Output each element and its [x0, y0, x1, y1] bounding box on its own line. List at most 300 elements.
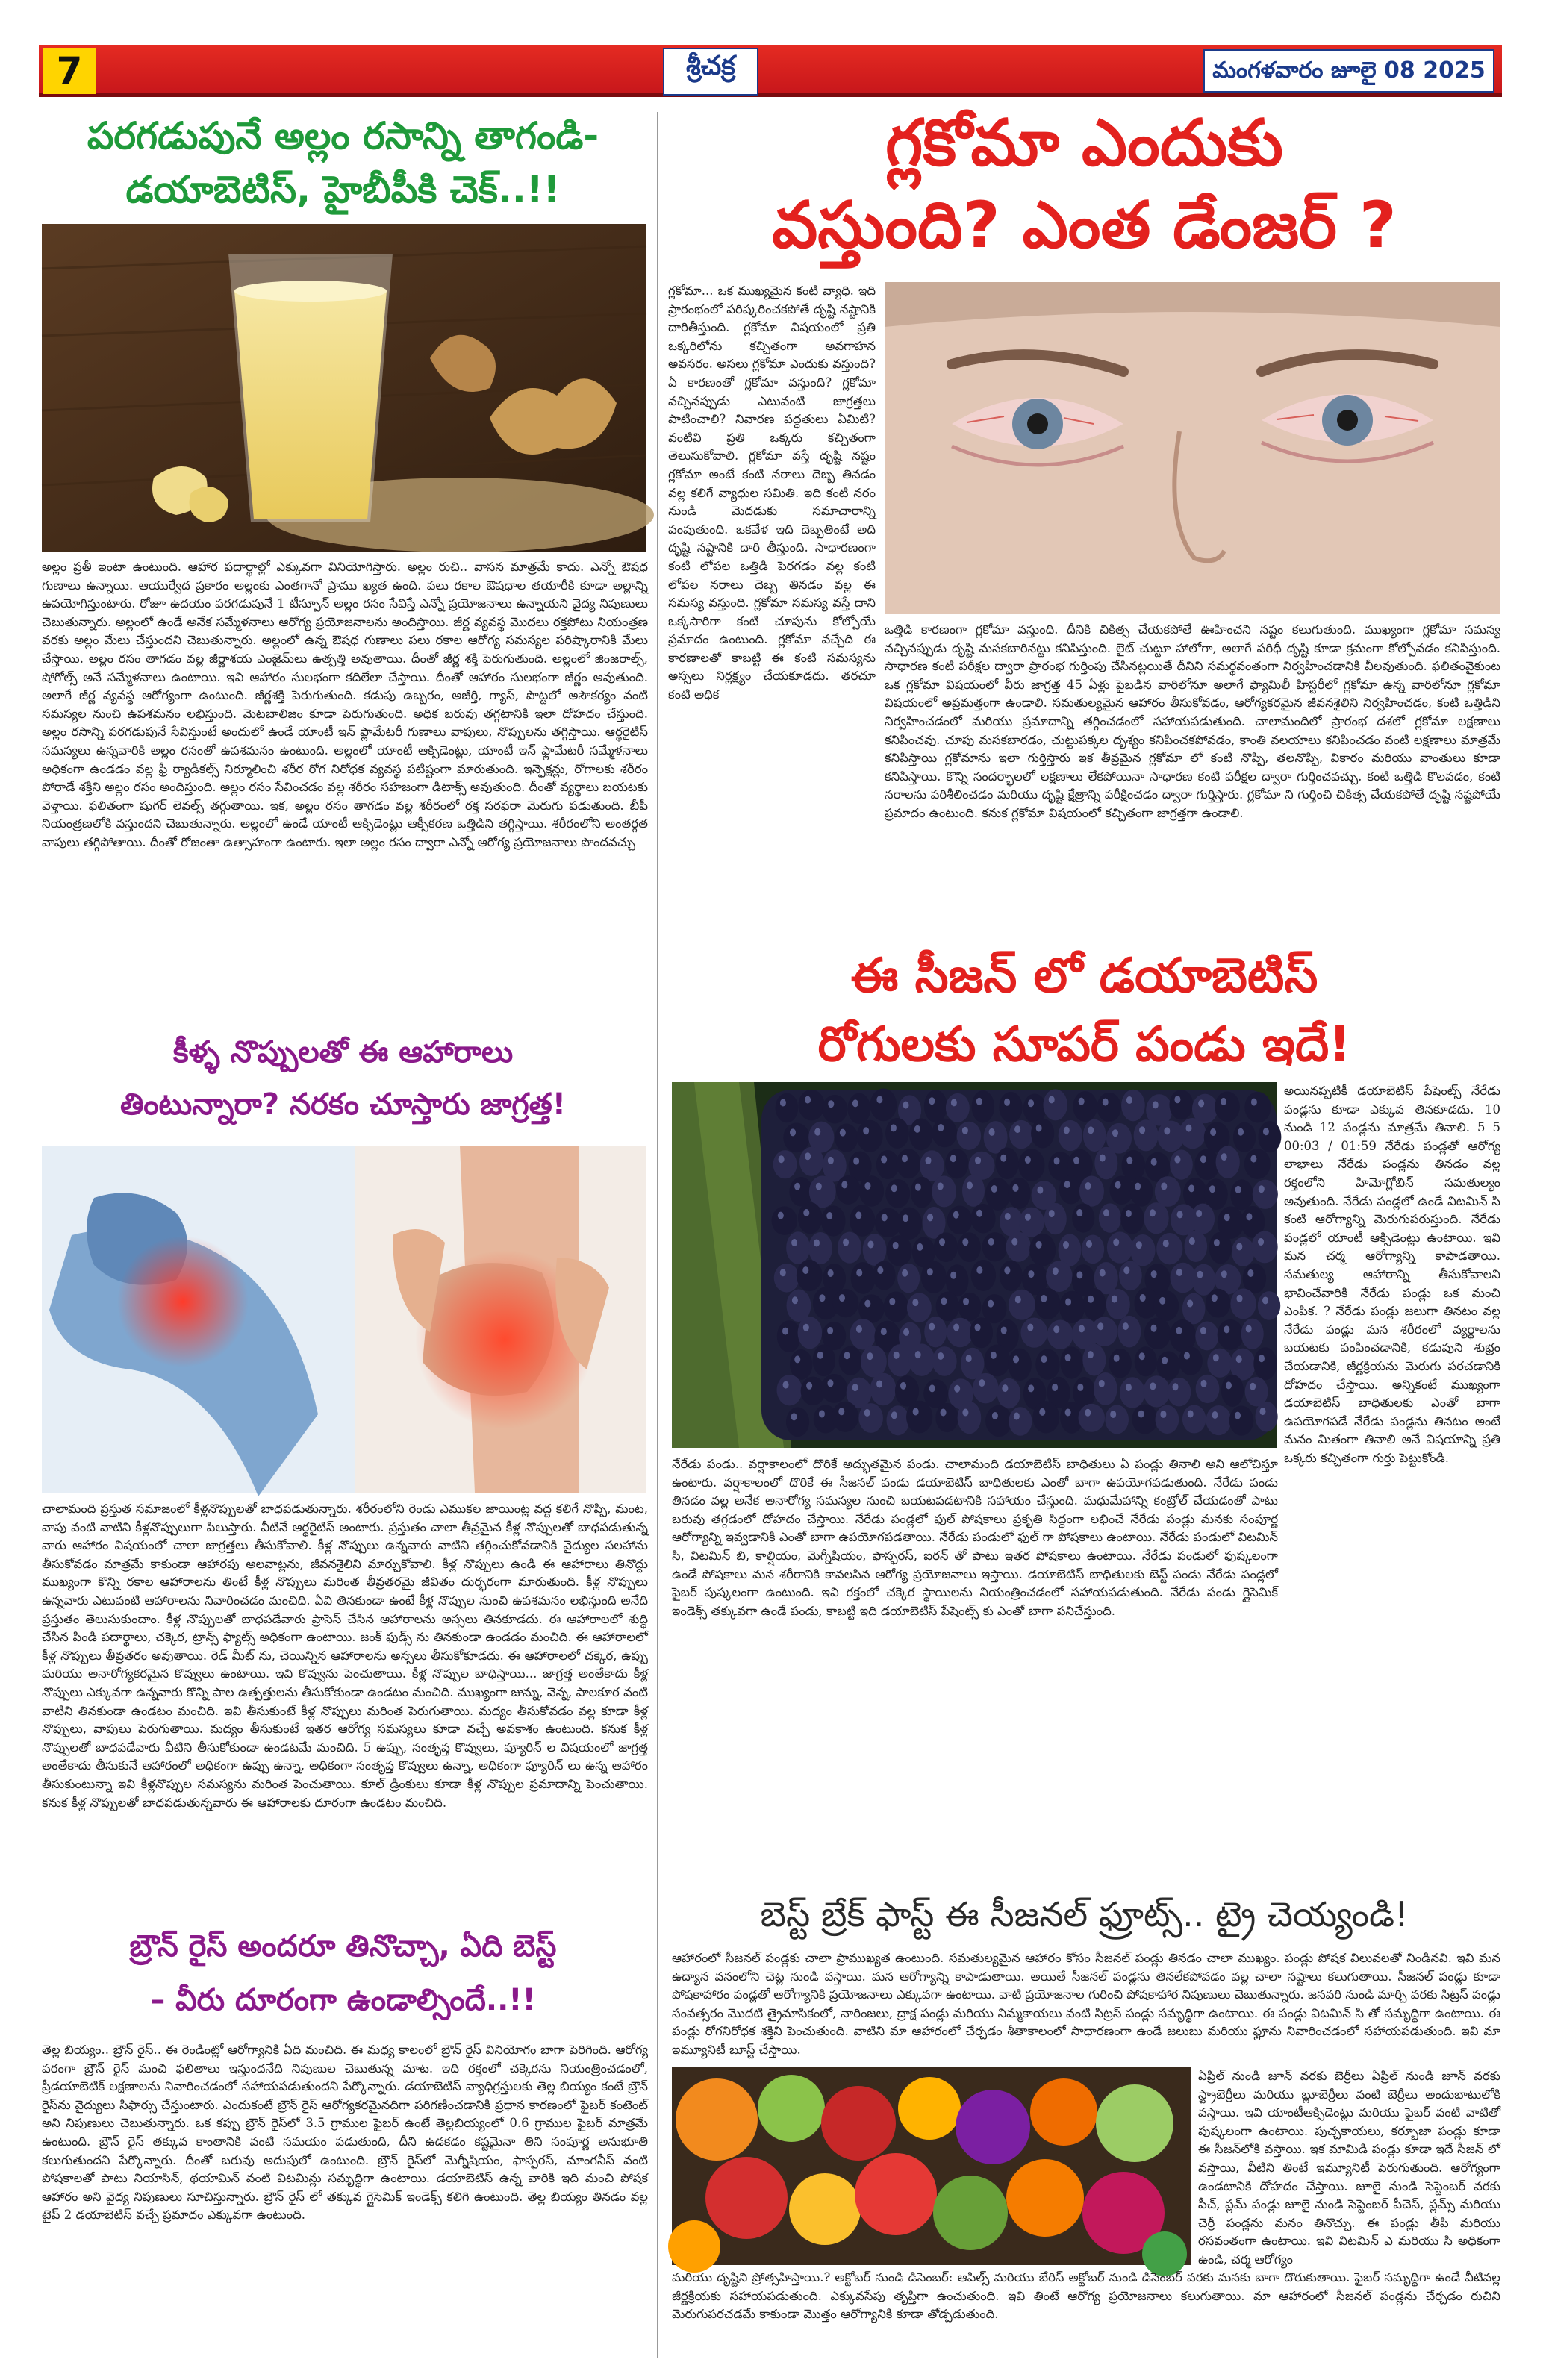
jamun-berry-highlight: [802, 1266, 808, 1274]
jamun-berry: [873, 1261, 896, 1290]
glaucoma-headline-line1: గ్లకోమా ఎందుకు: [885, 106, 1283, 181]
jamun-article-body: నేరేడు పండు.. వర్షాకాలంలో దొరికే అద్భుతమైన పండు. చాలామంది డయాబెటిస్ బాధితులు ఏ పండ్లు తినాలి అని ఆలోచిస్తూ ఉంటారు. వర్షాకాలంలో దొరికే ఈ సీజనల్ పండు డయాబెటిస్ బాధితులకు ఎంతో బాగా ఉపయోగపడుతుంది. నేరేడు పండు తినడం వల్ల అనేక అనారోగ్య సమస్యల నుంచి బయటపడటానికి సహాయం చేస్తుంది. మధుమేహాన్ని కంట్రోల్ చేయడంతో పాటు బరువు తగ్గడంలో దోహదం చేస్తాయి. నేరేడు పండ్లలో ఫుల్ పోషకాలు ప్రకృతి సిద్ధంగా లభించే నేరేడు పండ్లు మనకు సంపూర్ణ ఆరోగ్యాన్ని ఇవ్వడానికి ఎంతో బాగా ఉపయోగపడతాయి. నేరేడు పండులో ఫుల్ గా పోషకాలు ఉంటాయి. నేరేడు పండులో విటమిన్ సి, విటమిన్ బి, కాల్షియం, మెగ్నీషియం, ఫాస్ఫరస్, ఐరన్ తో పాటు ఇతర పోషకాలు ఉంటాయి. నేరేడు పండులో ఫుష్కలంగా ఉండే పోషకాలు మన శరీరానికి కావలసిన ఆరోగ్య ప్రయోజనాలు ఇస్తాయి. డయాబెటిస్ బాధితులకు బెస్ట్ పండు నేరేడు పండ్లలో ఫైబర్ పుష్కలంగా ఉంటుంది. ఇవి రక్తంలో చక్కెర స్థాయిలను నియంత్రించడంలో సహాయపడుతుంది. నేరేడు పండు గ్లైసెమిక్ ఇండెక్స్ తక్కువగా ఉండే పండు, కాబట్టి ఇది డయాబెటిస్ పేషెంట్స్ కు ఎంతో బాగా పనిచేస్తుంది.: [672, 1457, 1278, 1618]
jamun-berry: [1046, 1261, 1073, 1292]
jamun-berry: [1000, 1261, 1023, 1291]
jamun-berry-highlight: [941, 1408, 947, 1416]
page-number: 7: [43, 48, 96, 94]
jamun-berry: [839, 1346, 863, 1375]
jamun-berry-highlight: [1126, 1157, 1132, 1164]
jamun-berry: [934, 1232, 958, 1262]
jamun-berry: [885, 1179, 910, 1208]
jamun-berry-highlight: [819, 1410, 825, 1417]
jamun-berry-highlight: [1028, 1270, 1034, 1278]
jamun-berry-highlight: [938, 1124, 944, 1131]
jamun-berry-highlight: [914, 1125, 920, 1133]
jamun-berry-highlight: [917, 1243, 923, 1251]
jamun-berry: [958, 1232, 981, 1262]
jamun-berry-highlight: [893, 1242, 899, 1249]
jamun-berry: [947, 1318, 973, 1347]
jamun-berry-highlight: [954, 1385, 960, 1393]
issue-date: మంగళవారం జూలై 08 2025: [1203, 49, 1494, 93]
jamun-berry: [1105, 1405, 1129, 1434]
jamun-berry-highlight: [1123, 1322, 1129, 1330]
jamun-berry-highlight: [1212, 1294, 1218, 1302]
jamun-berry-highlight: [991, 1352, 997, 1359]
jamun-berry-highlight: [791, 1239, 797, 1246]
jamun-berry: [870, 1373, 897, 1406]
jamun-berry-highlight: [991, 1185, 997, 1193]
jamun-berry-highlight: [868, 1240, 874, 1248]
jamun-berry-highlight: [844, 1352, 850, 1359]
jamun-berry-highlight: [1250, 1155, 1256, 1163]
jamun-berry: [1209, 1232, 1232, 1264]
jamun-berry-highlight: [1100, 1155, 1106, 1162]
jamun-berry-highlight: [1173, 1383, 1179, 1390]
jamun-berry-highlight: [1187, 1300, 1193, 1308]
jamun-berry-highlight: [1064, 1181, 1070, 1188]
jamun-berry: [1059, 1120, 1082, 1151]
jamun-berry-highlight: [1012, 1184, 1018, 1192]
jamun-berry-highlight: [1086, 1240, 1092, 1248]
jamun-berry-highlight: [950, 1272, 956, 1279]
jamun-berry: [857, 1120, 883, 1152]
jamun-berry: [1109, 1175, 1133, 1204]
jamun-berry: [832, 1402, 858, 1432]
jamun-berry: [876, 1150, 900, 1179]
jamun-berry-highlight: [1076, 1209, 1082, 1216]
jamun-berry-highlight: [867, 1352, 873, 1360]
jamun-berry-highlight: [929, 1097, 935, 1105]
jamun-berry-highlight: [902, 1269, 908, 1277]
jamun-berry: [1121, 1090, 1145, 1122]
jamun-berry-highlight: [1079, 1098, 1085, 1105]
jamun-berry: [936, 1292, 959, 1321]
red-eye-photo: [885, 282, 1500, 614]
jamun-berry: [1258, 1291, 1280, 1320]
jamun-berry-highlight: [1159, 1297, 1165, 1305]
jamun-berry-highlight: [1063, 1241, 1069, 1249]
jamun-berry-highlight: [1197, 1271, 1203, 1278]
jamun-berry: [850, 1205, 875, 1237]
jamun-berry-highlight: [1027, 1324, 1033, 1331]
jamun-berry: [932, 1346, 957, 1376]
logo-text: శ్రీచక్ర: [686, 51, 735, 81]
jamun-berry-highlight: [1151, 1270, 1157, 1278]
jamun-berry-highlight: [864, 1182, 870, 1190]
jamun-berry-highlight: [913, 1408, 919, 1415]
fruits-article-side: ఏప్రిల్ నుండి జూన్ వరకు బెర్రీలు ఏప్రిల్ నుండి జూన్ వరకు స్ట్రాబెర్రీలు మరియు బ్లూబెర్రీలు వంటి బెర్రీలు అందుబాటులోకి వస్తాయి. ఇవి యాంటీఆక్సిడెంట్లు మరియు ఫైబర్ వంటి వాటితో పుష్కలంగా ఉంటాయి. పుచ్చకాయలు, కర్బూజా పండ్లు కూడా ఈ సీజన్‌లోకి వస్తాయి. ఇక మామిడి పండ్లు కూడా ఇదే సీజన్ లో వస్తాయి, వీటిని తింటే ఇమ్యూనిటీ పెరుగుతుంది. ఆరోగ్యంగా ఉండటానికి దోహదం చేస్తాయి. జూలై నుండి సెప్టెంబర్ వరకు పీచ్, ప్లమ్ పండ్లు జూలై నుండి సెప్టెంబర్ పీచెస్, ప్లమ్స్ మరియు చెర్రీ పండ్లను మనం తినొచ్చు. ఈ పండ్లు తీపి మరియు రసవంతంగా ఉంటాయి. ఇవి విటమిన్ ఎ మరియు సి అధికంగా ఉండి, చర్మ ఆరోగ్యం: [1198, 2069, 1500, 2267]
jamun-headline-line2: రోగులకు సూపర్ పండు ఇదే!: [817, 1017, 1351, 1072]
jamun-berry: [772, 1206, 798, 1234]
jamun-berry: [1233, 1122, 1256, 1152]
jamun-berry-highlight: [1153, 1101, 1159, 1108]
jamun-berry: [1006, 1232, 1032, 1262]
jamun-berry-highlight: [828, 1157, 834, 1164]
jamun-berry-highlight: [1004, 1266, 1010, 1274]
jamun-berry: [932, 1119, 957, 1148]
jamun-berry-highlight: [1025, 1214, 1031, 1221]
jamun-berry-highlight: [988, 1300, 994, 1308]
jamun-berry-highlight: [889, 1298, 895, 1305]
jamun-berry: [1206, 1289, 1231, 1318]
jamun-berry-highlight: [1085, 1182, 1091, 1190]
jamun-berry-highlight: [927, 1214, 933, 1221]
jamun-berry-highlight: [1103, 1099, 1109, 1106]
knee-headline-line2: తింటున్నారా? నరకం చూస్తారు జాగ్రత్త!: [119, 1087, 567, 1122]
jamun-berry-highlight: [1015, 1296, 1021, 1303]
jamun-berry-highlight: [840, 1129, 846, 1137]
jamun-berry-highlight: [1136, 1241, 1142, 1249]
jamun-berry-highlight: [1198, 1099, 1204, 1107]
jamun-berry-highlight: [1151, 1325, 1157, 1332]
jamun-berry: [1195, 1322, 1218, 1351]
jamun-berry-highlight: [1103, 1209, 1109, 1216]
jamun-berry: [1073, 1091, 1097, 1122]
jamun-berry-highlight: [782, 1328, 788, 1335]
jamun-berry-highlight: [1263, 1128, 1269, 1135]
jamun-berry-highlight: [806, 1382, 812, 1390]
jamun-berry: [1153, 1290, 1179, 1321]
jamun-berry-highlight: [839, 1294, 845, 1302]
jamun-berry: [1091, 1317, 1117, 1346]
jamun-berry: [911, 1177, 933, 1208]
jamun-berry-highlight: [1174, 1096, 1180, 1103]
jamun-berry-highlight: [1065, 1354, 1071, 1361]
jamun-berry: [859, 1175, 884, 1206]
jamun-berry-highlight: [1258, 1238, 1264, 1246]
jamun-berry-highlight: [1200, 1155, 1206, 1163]
jamun-berry: [1156, 1351, 1180, 1380]
jamun-berry-highlight: [1064, 1127, 1070, 1134]
jamun-berry-highlight: [838, 1408, 844, 1415]
jamun-berry: [971, 1260, 996, 1291]
jamun-berry-highlight: [853, 1158, 859, 1165]
jamun-berry-highlight: [1126, 1096, 1132, 1104]
jamun-berry: [1244, 1092, 1271, 1123]
jamun-berry-highlight: [1100, 1269, 1106, 1277]
jamun-berry-highlight: [780, 1269, 786, 1276]
jamun-berry: [1083, 1288, 1106, 1320]
jamun-berry: [908, 1343, 935, 1375]
jamun-berry-highlight: [816, 1183, 822, 1190]
jamun-berry-highlight: [794, 1355, 800, 1363]
jamun-fruit-photo: [672, 1082, 1277, 1448]
jamun-berry-highlight: [1113, 1239, 1119, 1246]
jamun-berry: [790, 1349, 812, 1380]
jamun-berry: [1060, 1346, 1083, 1378]
seasonal-fruits-photo: [672, 2067, 1191, 2265]
jamun-berry-highlight: [1049, 1210, 1055, 1217]
jamun-berry-highlight: [828, 1100, 834, 1108]
jamun-berry: [972, 1090, 994, 1123]
jamun-berry: [798, 1317, 823, 1349]
jamun-berry-highlight: [876, 1096, 882, 1103]
jamun-berry-highlight: [794, 1183, 800, 1190]
jamun-berry: [1196, 1375, 1220, 1403]
jamun-berry: [813, 1344, 835, 1376]
jamun-berry: [973, 1373, 999, 1403]
jamun-berry-highlight: [1135, 1183, 1141, 1190]
jamun-berry: [1120, 1204, 1144, 1234]
jamun-berry-highlight: [1025, 1156, 1031, 1164]
jamun-berry: [996, 1148, 1019, 1179]
jamun-berry: [1072, 1204, 1094, 1233]
jamun-berry: [897, 1264, 920, 1293]
jamun-berry-highlight: [1176, 1327, 1182, 1334]
jamun-berry: [1134, 1119, 1159, 1151]
jamun-berry: [1008, 1178, 1030, 1209]
jamun-berry: [970, 1317, 993, 1348]
jamun-berry: [1094, 1372, 1117, 1405]
jamun-berry: [1179, 1118, 1206, 1149]
jamun-berry-highlight: [903, 1102, 909, 1109]
ginger-headline-line1: పరగడుపునే అల్లం రసాన్ని తాగండి-: [87, 114, 599, 157]
jamun-berry-highlight: [1138, 1411, 1144, 1418]
jamun-berry-highlight: [1188, 1184, 1194, 1192]
jamun-berry: [1215, 1092, 1240, 1122]
jamun-berry-highlight: [1004, 1099, 1010, 1106]
jamun-berry-highlight: [1236, 1355, 1242, 1363]
jamun-berry: [1044, 1203, 1067, 1234]
jamun-berry: [945, 1149, 968, 1178]
jamun-berry-highlight: [1112, 1129, 1118, 1137]
jamun-berry: [957, 1122, 981, 1150]
jamun-berry-highlight: [1088, 1351, 1094, 1358]
jamun-berry: [786, 1231, 810, 1264]
jamun-berry-highlight: [814, 1128, 820, 1136]
jamun-berry-highlight: [1126, 1210, 1132, 1217]
column-divider: [657, 112, 658, 2358]
jamun-berry-highlight: [1002, 1384, 1008, 1392]
jamun-berry-highlight: [1054, 1157, 1060, 1164]
jamun-berry-highlight: [1200, 1327, 1206, 1334]
jamun-berry-highlight: [1052, 1384, 1058, 1391]
jamun-berry-highlight: [1053, 1325, 1059, 1333]
jamun-berry-highlight: [819, 1294, 825, 1302]
jamun-berry: [1241, 1319, 1264, 1349]
jamun-berry: [1170, 1149, 1193, 1179]
jamun-berry-highlight: [1014, 1413, 1020, 1420]
jamun-berry-highlight: [1139, 1352, 1145, 1360]
knee-pain-photo: [42, 1146, 646, 1493]
jamun-berry-highlight: [1224, 1214, 1230, 1221]
jamun-berry-highlight: [1174, 1156, 1180, 1164]
jamun-berry-highlight: [1126, 1384, 1132, 1391]
rice-article-body: తెల్ల బియ్యం.. బ్రౌన్ రైస్.. ఈ రెండింట్లో ఆరోగ్యానికి ఏది మంచిది. ఈ మధ్య కాలంలో బ్రౌన్ రైస్ వినియోగం బాగా పెరిగింది. ఆరోగ్య పరంగా బ్రౌన్ రైస్ మంచి ఫలితాలు ఇస్తుందనేది నిపుణుల చెబుతున్న మాట. ఇది రక్తంలో చక్కెరను నియంత్రించడంలో, ప్రీడయాబెటిక్ లక్షణాలను నివారించడంలో సహాయపడుతుందని పేర్కొన్నారు. డయాబెటిస్ వ్యాధిగ్రస్తులకు తెల్ల బియ్యం కంటే బ్రౌన్ రైస్‌ను వైద్యులు సిఫార్సు చేస్తుంటారు. ఎందుకంటే బ్రౌన్ రైస్ ఆరోగ్యకరమైనదిగా పరిగణించడానికి ప్రధాన కారణంలో ఫైబర్ కంటెంట్ అని నిపుణులు చెబుతున్నారు. ఒక కప్పు బ్రౌన్ రైస్‌లో 3.5 గ్రాముల ఫైబర్ ఉంటే తెల్లబియ్యంలో 0.6 గ్రాముల ఫైబర్ మాత్రమే ఉంటుంది. బ్రౌన్ రైస్ తక్కువ కాంతానికి వంటి సమయం పడుతుంది, దీని ఉడకడం కష్టమైనా తిని సంపూర్ణ అనుభూతి కలుగుతుందని పేర్కొన్నారు. దీంతో బరువు అదుపులో ఉంటుంది. బ్రౌన్ రైస్‌లో మెగ్నీషియం, ఫాస్ఫరస్, మాంగనీస్ వంటి పోషకాలతో పాటు నియాసిన్, థయామిన్ వంటి విటమిన్లు సమృద్ధిగా ఉంటాయి. డయాబెటిస్ ఉన్న వారికి ఇది మంచి పోషక ఆహారం అని వైద్య నిపుణులు సూచిస్తున్నారు. బ్రౌన్ రైస్ లో తక్కువ గ్లైసెమిక్ ఇండెక్స్ కలిగి ఉంటుంది. తెల్ల బియ్యం తినడం వల్ల టైప్ 2 డయాబెటిస్ వచ్చే ప్రమాదం ఎక్కువగా ఉంటుంది.: [42, 2043, 648, 2223]
jamun-berry-highlight: [1163, 1240, 1169, 1247]
jamun-berry-highlight: [1235, 1186, 1241, 1193]
jamun-berry: [1230, 1179, 1253, 1210]
jamun-berry: [863, 1234, 887, 1266]
jamun-berry: [1031, 1119, 1054, 1149]
jamun-berry: [1232, 1237, 1255, 1266]
rice-headline-line1: బ్రౌన్ రైస్ అందరూ తినొచ్చా, ఏది బెస్ట్: [129, 1929, 557, 1964]
jamun-berry-highlight: [855, 1211, 861, 1219]
glaucoma-article-side: గ్లకోమా... ఒక ముఖ్యమైన కంటి వ్యాధి. ఇది ప్రారంభంలో పరిష్కరించకపోతే దృష్టి నష్టానికి దారితీస్తుంది. గ్లకోమా విషయంలో ప్రతి ఒక్కరిలోను కచ్చితంగా అవగాహన అవసరం. అసలు గ్లకోమా ఎందుకు వస్తుంది? ఏ కారణంతో గ్లకోమా వస్తుంది? గ్లకోమా వచ్చినప్పుడు ఎటువంటి జాగ్రత్తలు పాటించాలి? నివారణ పద్ధతులు ఏమిటి? వంటివి ప్రతి ఒక్కరు కచ్చితంగా తెలుసుకోవాలి. గ్లకోమా వస్తే దృష్టి నష్టం గ్లకోమా అంటే కంటి నరాలు దెబ్బ తినడం వల్ల కలిగే వ్యాధుల సమితి. ఇది కంటి నరం నుండి మెదడుకు సమాచారాన్ని పంపుతుంది. ఒకవేళ ఇది దెబ్బతింటే అది దృష్టి నష్టానికి దారి తీస్తుంది. సాధారణంగా కంటి లోపల ఒత్తిడి పెరగడం వల్ల కంటి లోపల నరాలు దెబ్బ తినడం వల్ల ఈ సమస్య వస్తుంది. గ్లకోమా సమస్య వస్తే దాని ఒక్కసారిగా కంటి చూపును కోల్పోయే ప్రమాదం ఉంటుంది. గ్లకోమా వచ్చేది ఈ కారణాలతో కాబట్టి ఈ కంటి సమస్యను అస్సలు నిర్లక్ష్యం చేయకూడదు. తరచూ కంటి అధిక: [668, 284, 876, 702]
jamun-berry-highlight: [929, 1384, 935, 1392]
jamun-berry-highlight: [881, 1328, 887, 1335]
jamun-berry-highlight: [1123, 1266, 1129, 1274]
ginger-article-body: అల్లం ప్రతీ ఇంటా ఉంటుంది. ఆహార పదార్థాల్లో ఎక్కువగా వినియోగిస్తారు. అల్లం రుచి.. వాసన మాత్రమే కాదు. ఎన్నో ఔషధ గుణాలు ఉన్నాయి. ఆయుర్వేద ప్రకారం అల్లంకు ఎంతగానో ప్రాము ఖ్యత ఉంది. పలు రకాల ఔషధాల తయారీకి కూడా అల్లాన్ని ఉపయోగిస్తుంటారు. రోజూ ఉదయం పరగడుపునే 1 టీస్పూన్ అల్లం రసం సేవిస్తే ఎన్నో ప్రయోజనాలు ఉన్నాయని వైద్య నిపుణులు చెబుతున్నారు. అల్లంలో ఉండే అనేక సమ్మేళనాలు ఆరోగ్య ప్రయోజనాలను అందిస్తాయి. జీర్ణ వ్యవస్థ మొదలు రక్తపోటు నియంత్రణ వరకు అల్లం మేలు చేస్తుందని చెబుతున్నారు. అల్లంలో ఉన్న ఔషధ గుణాలు పలు రకాల ఆరోగ్య సమస్యల పరిష్కారానికి మేలు చేస్తాయి. అల్లం రసం తాగడం వల్ల జీర్ణాశయ ఎంజైమ్‌లు ఉత్పత్తి అవుతాయి. దీంతో జీర్ణ శక్తి పెరుగుతుంది. అల్లంలో జింజరాల్స్, షోగోల్స్ అనే సమ్మేళనాలు ఉంటాయి. ఇవి ఆహారం సులభంగా కదిలేలా చేస్తాయి. దీంతో ఆహారం సులభంగా జీర్ణం అవుతుంది. అలాగే జీర్ణ వ్యవస్థ ఆరోగ్యంగా ఉంటుంది. జీర్ణశక్తి పెరుగుతుంది. కడుపు ఉబ్బరం, అజీర్తి, గ్యాస్, పొట్టలో అసౌకర్యం వంటి సమస్యల నుంచి ఉపశమనం లభిస్తుంది. మెటబాలిజం కూడా పెరుగుతుంది. అధిక బరువు తగ్గటానికి ఇలా దోహదం చేస్తుంది. అల్లం రసాన్ని పరగడుపునే సేవిస్తుంటే అందులో ఉండే యాంటీ ఇన్ ఫ్లామేటరీ గుణాలు వాపులు, నొప్పులను తగ్గిస్తాయి. ఆర్థరైటిస్ సమస్యలు ఉన్నవారికి అల్లం రసంతో ఉపశమనం ఉంటుంది. అల్లంలో యాంటీ ఆక్సిడెంట్లు, యాంటీ ఇన్ ఫ్లామేటరీ సమ్మేళనాలు అధికంగా ఉండడం వల్ల ఫ్రీ ర్యాడికల్స్ నిర్మూలించి శరీర రోగ నిరోధక వ్యవస్థ పటిష్టంగా మారుతుంది. ఇన్ఫెక్షన్లు, రోగాలకు శరీరం పోరాడే శక్తిని అల్లం రసం అందిస్తుంది. అల్లం రసం సేవించడం వల్ల శరీరం సహజంగా డిటాక్స్ అవుతుంది. దీంతో వ్యర్థాలు బయటకు వెళ్తాయి. ఫలితంగా షుగర్ లెవల్స్ తగ్గుతాయి. ఇక, అల్లం రసం తాగడం వల్ల శరీరంలో రక్త సరఫరా మెరుగు పడుతుంది. బీపీ నియంత్రణలోకి వస్తుందని చెబుతున్నారు. అల్లంలో ఉండే యాంటీ ఆక్సిడెంట్లు ఆక్సీకరణ ఒత్తిడిని తగ్గిస్తాయి. శరీరంలోని అంతర్గత వాపులు తగ్గిపోతాయి. దీంతో రోజంతా ఉత్సాహంగా ఉంటారు. ఇలా అల్లం రసం ద్వారా ఎన్నో ఆరోగ్య ప్రయోజనాలు పొందవచ్చు: [42, 560, 648, 849]
jamun-berry: [1059, 1175, 1082, 1205]
jamun-berry-highlight: [841, 1181, 847, 1188]
jamun-berry-highlight: [1250, 1383, 1256, 1390]
jamun-berry-highlight: [900, 1382, 906, 1390]
jamun-berry-highlight: [1001, 1327, 1007, 1334]
jamun-berry-highlight: [1151, 1158, 1157, 1166]
jamun-berry: [1156, 1233, 1182, 1264]
jamun-berry-highlight: [1053, 1267, 1059, 1275]
jamun-berry: [797, 1260, 823, 1291]
jamun-berry: [1020, 1318, 1047, 1348]
jamun-berry-highlight: [790, 1128, 796, 1136]
jamun-berry-highlight: [1221, 1270, 1227, 1278]
jamun-berry: [1216, 1146, 1240, 1178]
jamun-berry: [1082, 1344, 1106, 1376]
jamun-berry-highlight: [988, 1238, 994, 1246]
jamun-berry-highlight: [1214, 1239, 1220, 1246]
jamun-berry-highlight: [791, 1413, 797, 1420]
jamun-berry: [1121, 1150, 1145, 1181]
jamun-berry-highlight: [852, 1099, 858, 1107]
jamun-berry-highlight: [1014, 1125, 1020, 1133]
jamun-berry-highlight: [1237, 1295, 1243, 1302]
jamun-berry-highlight: [1077, 1384, 1083, 1391]
jamun-berry-highlight: [951, 1099, 957, 1106]
jamun-berry: [1009, 1407, 1032, 1435]
jamun-berry-highlight: [864, 1409, 870, 1417]
jamun-berry: [1018, 1149, 1044, 1181]
jamun-berry: [1083, 1119, 1106, 1152]
jamun-berry-highlight: [950, 1155, 956, 1162]
newspaper-logo: [663, 48, 758, 96]
jamun-berry-highlight: [1162, 1357, 1168, 1364]
jamun-berry-highlight: [856, 1269, 862, 1276]
jamun-berry-highlight: [989, 1128, 995, 1136]
jamun-berry: [958, 1293, 982, 1321]
jamun-berry-highlight: [938, 1182, 944, 1190]
jamun-berry: [932, 1175, 956, 1207]
jamun-berry: [1009, 1120, 1033, 1149]
jamun-berry-highlight: [1246, 1213, 1252, 1220]
jamun-berry-highlight: [827, 1379, 833, 1387]
jamun-berry-highlight: [864, 1300, 870, 1308]
jamun-berry: [1221, 1375, 1244, 1407]
jamun-berry: [1169, 1090, 1193, 1119]
jamun-berry-highlight: [1140, 1294, 1146, 1302]
jamun-berry-highlight: [1201, 1380, 1207, 1387]
masthead: [39, 45, 1502, 100]
jamun-berry-highlight: [1139, 1126, 1145, 1134]
jamun-berry-highlight: [941, 1297, 947, 1305]
jamun-berry: [896, 1149, 920, 1178]
jamun-berry: [774, 1264, 799, 1293]
jamun-berry-highlight: [1085, 1409, 1091, 1417]
jamun-berry: [808, 1232, 832, 1264]
jamun-berry-highlight: [1079, 1325, 1085, 1332]
jamun-berry-highlight: [843, 1239, 849, 1246]
jamun-berry: [1079, 1404, 1105, 1432]
jamun-berry-highlight: [780, 1099, 786, 1106]
jamun-berry: [1117, 1316, 1141, 1348]
jamun-berry: [777, 1320, 801, 1352]
jamun-berry-highlight: [856, 1325, 862, 1333]
jamun-berry: [1008, 1349, 1032, 1381]
jamun-berry: [1253, 1180, 1278, 1209]
jamun-berry: [935, 1403, 958, 1432]
jamun-berry-highlight: [863, 1127, 869, 1134]
jamun-berry-highlight: [852, 1384, 858, 1391]
jamun-berry-highlight: [976, 1266, 982, 1274]
jamun-berry-highlight: [953, 1211, 959, 1219]
jamun-berry-highlight: [1160, 1411, 1166, 1418]
jamun-berry: [906, 1401, 932, 1434]
jamun-berry: [887, 1405, 910, 1435]
jamun-berry-highlight: [1259, 1185, 1265, 1193]
jamun-berry: [1106, 1289, 1130, 1319]
jamun-berry-highlight: [805, 1152, 811, 1160]
jamun-berry: [1258, 1121, 1281, 1152]
glaucoma-headline-line2: వస్తుంది? ఎంత డేంజర్ ?: [772, 188, 1397, 263]
jamun-berry: [776, 1093, 799, 1122]
jamun-berry: [1255, 1402, 1277, 1432]
jamun-berry: [946, 1093, 970, 1122]
jamun-berry-highlight: [894, 1352, 900, 1359]
jamun-berry-highlight: [1041, 1355, 1047, 1363]
jamun-berry: [982, 1232, 1008, 1261]
jamun-berry-highlight: [778, 1212, 784, 1219]
jamun-berry: [858, 1294, 885, 1323]
jamun-berry: [870, 1088, 897, 1121]
jamun-berry-highlight: [881, 1156, 887, 1164]
jamun-berry: [1032, 1401, 1059, 1433]
jamun-berry: [1135, 1346, 1157, 1376]
jamun-berry-highlight: [967, 1181, 973, 1189]
jamun-berry: [1099, 1203, 1121, 1232]
jamun-berry: [1252, 1231, 1278, 1264]
jamun-berry: [1043, 1089, 1067, 1120]
jamun-berry-highlight: [891, 1411, 897, 1419]
jamun-berry: [1035, 1288, 1060, 1319]
jamun-berry: [1244, 1149, 1271, 1179]
jamun-berry: [962, 1175, 985, 1207]
jamun-berry-highlight: [1221, 1153, 1227, 1161]
jamun-berry-highlight: [953, 1324, 959, 1331]
jamun-berry-highlight: [975, 1157, 981, 1164]
jamun-berry: [1182, 1293, 1206, 1325]
jamun-berry-highlight: [1036, 1241, 1042, 1249]
jamun-berry: [907, 1293, 932, 1322]
jamun-berry-highlight: [792, 1296, 798, 1304]
jamun-berry: [947, 1205, 973, 1234]
jamun-berry-highlight: [1110, 1411, 1116, 1418]
jamun-berry: [1059, 1291, 1085, 1323]
jamun-berry-highlight: [1259, 1355, 1265, 1362]
jamun-berry: [773, 1150, 797, 1178]
jamun-berry-highlight: [1013, 1355, 1019, 1363]
jamun-berry: [924, 1317, 947, 1347]
jamun-berry-highlight: [814, 1240, 820, 1247]
jamun-berry: [1109, 1349, 1131, 1378]
jamun-berry: [887, 1235, 912, 1266]
jamun-berry: [1253, 1347, 1277, 1380]
jamun-berry-highlight: [1036, 1125, 1042, 1132]
jamun-berry: [1185, 1231, 1208, 1262]
jamun-berry-highlight: [1065, 1298, 1071, 1305]
jamun-berry: [1009, 1290, 1035, 1320]
jamun-berry-highlight: [1088, 1126, 1094, 1134]
jamun-berry-highlight: [1188, 1410, 1194, 1417]
